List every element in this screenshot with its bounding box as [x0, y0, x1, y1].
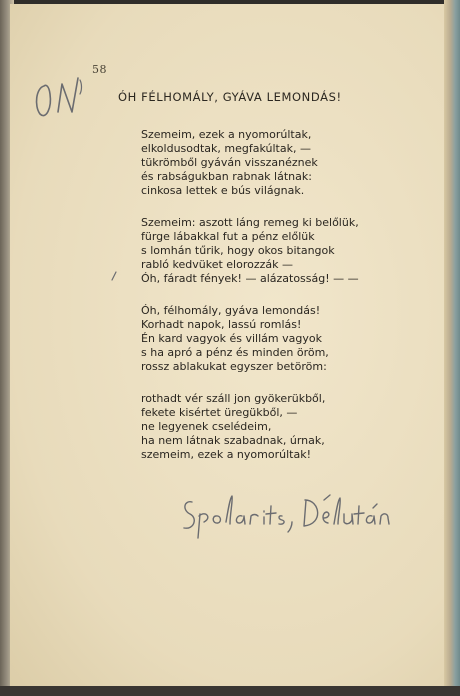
page-number: 58: [92, 63, 107, 76]
poem-line: és rabságukban rabnak látnak:: [141, 170, 312, 183]
poem-line: rossz ablakukat egyszer betöröm:: [141, 360, 327, 373]
stanza: [141, 392, 401, 462]
poem-line: rabló kedvüket elorozzák —: [141, 258, 294, 271]
poem-line: Szemeim: aszott láng remeg ki belőlük,: [141, 216, 359, 229]
poem-line: Korhadt napok, lassú romlás!: [141, 318, 302, 331]
poem-line: rothadt vér száll jon gyökerükből,: [141, 392, 326, 405]
poem-line: elkoldusodtak, megfakúltak, —: [141, 142, 311, 155]
page-bottom-edge: [0, 686, 460, 696]
stanza: [141, 304, 401, 374]
poem-title: ÓH FÉLHOMÁLY, GYÁVA LEMONDÁS!: [118, 90, 342, 104]
poem-line: fekete kisértet üregükből, —: [141, 406, 298, 419]
poem-line: cinkosa lettek e bús világnak.: [141, 184, 305, 197]
poem-line: fürge lábakkal fut a pénz előlük: [141, 230, 315, 243]
pencil-tick-mark: [110, 271, 118, 281]
poem-line: Óh, félhomály, gyáva lemondás!: [141, 304, 321, 317]
poem-line: Óh, fáradt fények! — alázatosság! — —: [141, 272, 359, 285]
poem-line: tükrömből gyáván visszanéznek: [141, 156, 318, 169]
handwritten-initials: [30, 72, 90, 122]
page-edge: [444, 0, 460, 696]
stanza: [141, 216, 401, 286]
poem-line: s lomhán tűrik, hogy okos bitangok: [141, 244, 335, 257]
poem-line: szemeim, ezek a nyomorúltak!: [141, 448, 311, 461]
poem-line: Én kard vagyok és villám vagyok: [141, 332, 322, 345]
poem-line: Szemeim, ezek a nyomorúltak,: [141, 128, 312, 141]
stanza: [141, 128, 401, 198]
handwritten-signature: [178, 490, 393, 540]
poem-line: ha nem látnak szabadnak, úrnak,: [141, 434, 325, 447]
poem-line: ne legyenek cselédeim,: [141, 420, 272, 433]
poem-line: s ha apró a pénz és minden öröm,: [141, 346, 329, 359]
poem-body: [141, 128, 401, 480]
